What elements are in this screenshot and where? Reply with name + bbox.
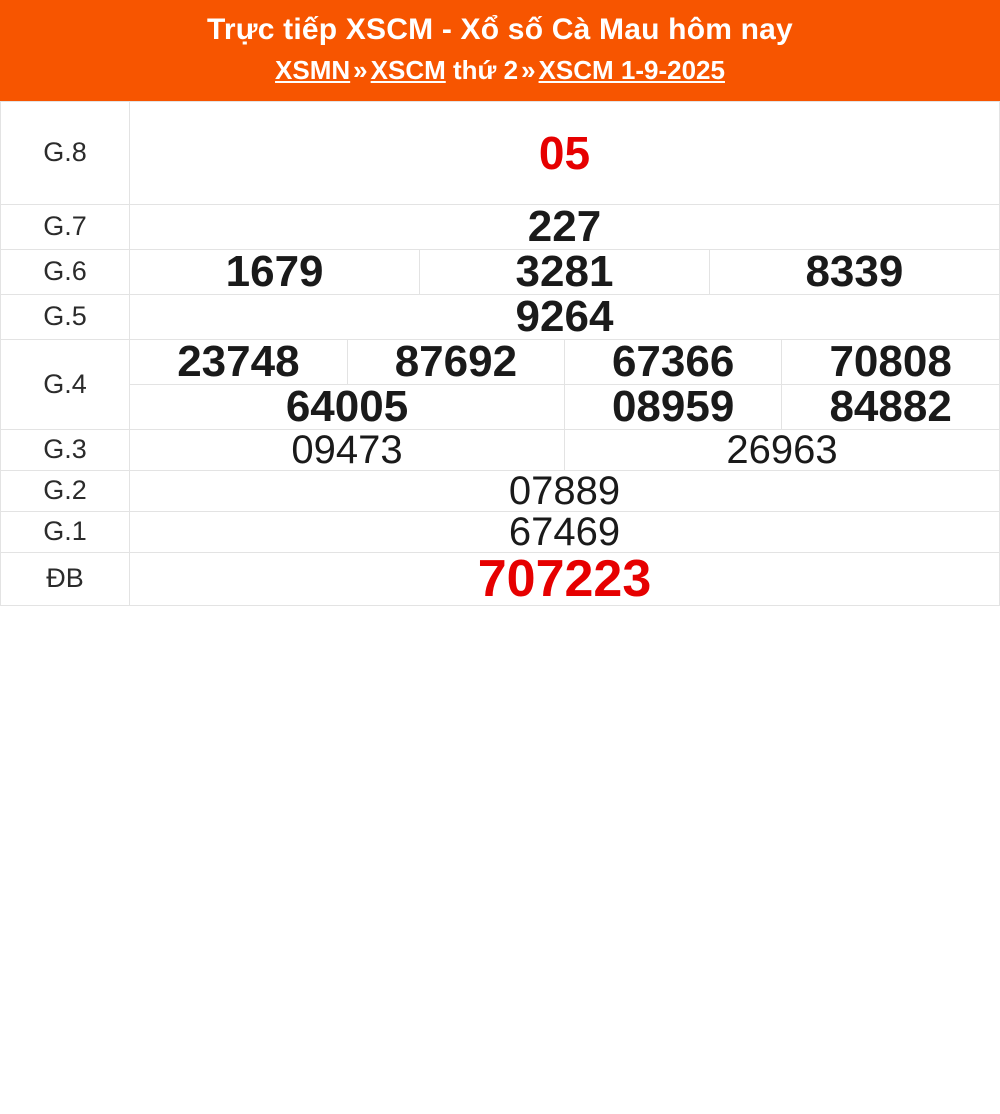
prize-number: 64005 [285,381,409,431]
prize-number: 8339 [709,250,999,294]
prize-number: 87692 [347,340,564,385]
table-row [1,552,1000,605]
prize-label: G.4 [1,339,130,429]
prize-number-group [130,246,1000,296]
prize-number-grid [130,336,999,431]
prize-label: G.5 [1,294,130,339]
prize-number-group [130,429,1000,470]
breadcrumb [10,54,990,87]
prize-number: 08959 [565,384,782,429]
breadcrumb-link-region[interactable]: XSMN [275,55,351,85]
table-row [1,511,1000,552]
table-row [1,101,1000,204]
table-row [1,339,1000,429]
prize-number: 227 [130,204,1000,249]
prize-number: 9264 [130,294,1000,339]
prize-number: 1679 [225,246,324,296]
prize-number-row [130,384,999,429]
prize-number: 67366 [565,340,782,385]
prize-number: 26963 [565,430,1000,470]
prize-number-row [130,250,999,294]
prize-number: 23748 [130,340,347,385]
table-row [1,249,1000,294]
prize-number: 84882 [782,384,999,429]
prize-number-group [130,336,1000,431]
prize-label: G.7 [1,204,130,249]
prize-number: 707223 [130,552,1000,605]
table-row [1,470,1000,511]
prize-number-grid [130,246,999,296]
prize-number-grid [130,427,999,472]
prize-number: 3281 [420,250,710,294]
breadcrumb-separator-1: » [353,55,368,85]
breadcrumb-separator-2: » [521,55,536,85]
table-row [1,294,1000,339]
prize-number-row [130,340,999,385]
table-row [1,204,1000,249]
prize-label: G.6 [1,249,130,294]
table-row [1,429,1000,470]
page-header [0,0,1000,101]
prize-number: 07889 [130,470,1000,511]
prize-number: 05 [130,101,1000,204]
prize-number: 09473 [291,427,403,472]
prize-label: G.1 [1,511,130,552]
prize-label: G.2 [1,470,130,511]
prize-number: 67469 [130,511,1000,552]
lottery-result-table [0,101,1000,606]
prize-label: ĐB [1,552,130,605]
prize-number: 70808 [782,340,999,385]
breadcrumb-day-text: thứ 2 [453,55,519,85]
breadcrumb-link-day[interactable]: XSCM [370,55,446,85]
prize-number-row [130,430,999,470]
breadcrumb-link-date[interactable]: XSCM 1-9-2025 [538,55,725,85]
prize-label: G.3 [1,429,130,470]
page-title: Trực tiếp XSCM - Xổ số Cà Mau hôm nay [207,13,793,46]
prize-label: G.8 [1,101,130,204]
